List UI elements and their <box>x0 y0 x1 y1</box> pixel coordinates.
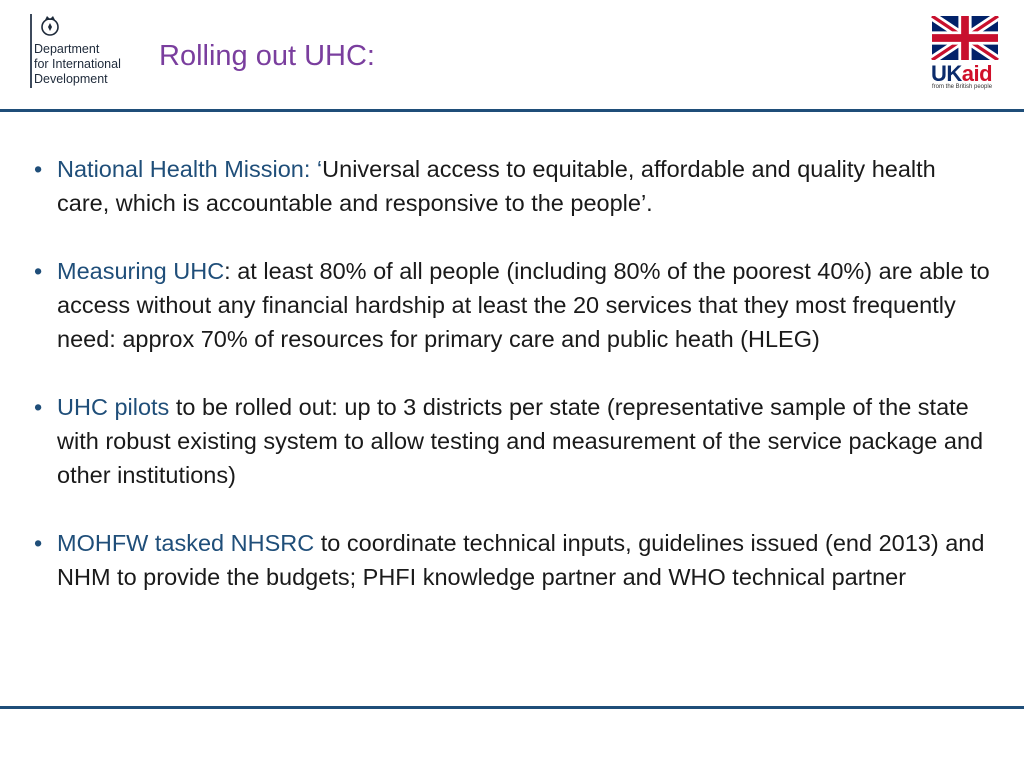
dfid-line-3: Development <box>34 72 108 86</box>
page-title: Rolling out UHC: <box>159 40 375 72</box>
ukaid-uk: UK <box>931 61 962 86</box>
ukaid-logo <box>931 16 1001 94</box>
union-jack-icon <box>931 16 999 60</box>
slide-header <box>0 0 1024 110</box>
bullet-measuring-uhc <box>30 254 990 356</box>
royal-crest-icon <box>38 14 62 38</box>
bullet-lead: MOHFW tasked NHSRC <box>57 530 315 556</box>
dfid-logo <box>24 14 144 92</box>
dfid-line-1: Department <box>34 42 100 56</box>
bullet-text: to be rolled out: up to 3 districts per state (representative sample of the state with robust existing system to allow testing and measurement of the service package and other institutions) <box>57 394 984 488</box>
bullet-lead: National Health Mission: ‘ <box>57 156 323 182</box>
header-divider <box>0 109 1024 112</box>
bullet-text: to coordinate technical inputs, guidelines issued (end 2013) and NHM to provide the budgets; PHFI knowledge partner and WHO technical partner <box>57 530 985 590</box>
dfid-wordmark <box>34 42 121 87</box>
bullet-dot: • <box>34 394 43 420</box>
bullet-mohfw-tasked <box>30 526 990 594</box>
bullet-text: : at least 80% of all people (including 80% of the poorest 40%) are able to access without any financial hardship at least the 20 services that they most frequently need: approx 70% of resources for primary care and public heath (HLEG) <box>57 258 990 352</box>
footer-divider <box>0 706 1024 709</box>
ukaid-aid: aid <box>961 61 993 86</box>
dfid-line-2: for International <box>34 57 121 71</box>
logo-divider <box>30 14 32 88</box>
bullet-dot: • <box>34 530 43 556</box>
ukaid-tagline: from the British people <box>932 84 993 90</box>
bullet-list <box>30 152 990 628</box>
bullet-dot: • <box>34 156 43 182</box>
bullet-national-health-mission <box>30 152 990 220</box>
bullet-uhc-pilots <box>30 390 990 492</box>
bullet-text: Universal access to equitable, affordable and quality health care, which is accountable and responsive to the people’. <box>57 156 936 216</box>
bullet-lead: Measuring UHC <box>57 258 225 284</box>
bullet-dot: • <box>34 258 43 284</box>
ukaid-wordmark <box>931 63 992 85</box>
bullet-lead: UHC pilots <box>57 394 170 420</box>
